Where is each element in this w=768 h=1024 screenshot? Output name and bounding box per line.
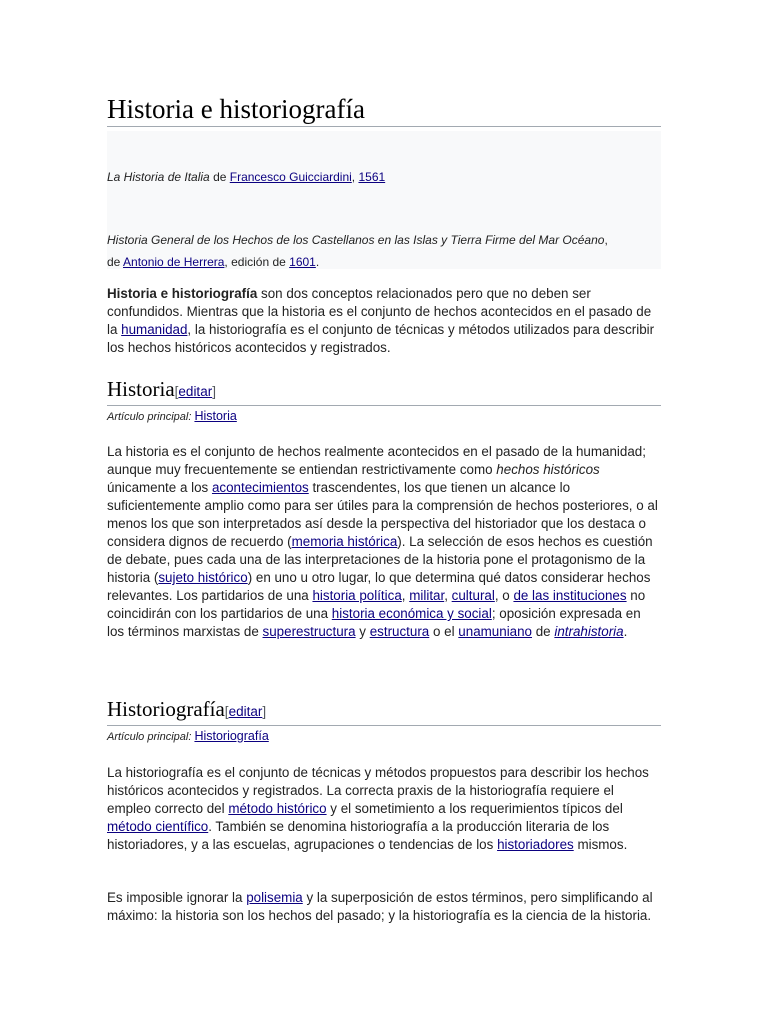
image-captions-box (107, 131, 661, 269)
historiografia-paragraph-1: La historiografía es el conjunto de técnicas y métodos propuestos para describir los hechos históricos acontecidos y registrados. La correcta praxis de la historiografía requiere el empleo correcto del método histórico y el sometimiento a los requerimientos típicos del método científico. También se denomina historiografía a la producción literaria de los historiadores, y a las escuelas, agrupaciones o tendencias de los historiadores mismos. (107, 765, 649, 852)
link-memoria-historica[interactable]: memoria histórica (291, 534, 398, 549)
caption-work-title: Historia General de los Hechos de los Castellanos en las Islas y Tierra Firme del Mar Océano (107, 233, 605, 247)
edit-link[interactable]: editar (228, 704, 263, 719)
historia-paragraph: La historia es el conjunto de hechos realmente acontecidos en el pasado de la humanidad; aunque muy frecuentemente se entiendan restrictivamente como hechos históricos únicamente a los acontecimientos trascendentes, los que tienen un alcance lo suficientemente amplio como para ser útiles para la comprensión de hechos posteriores, o al menos los que son interpretados así desde la perspectiva del historiador que los destaca o considera dignos de recuerdo (memoria histórica). La selección de esos hechos es cuestión de debate, pues cada una de las interpretaciones de la historia pone el protagonismo de la historia (sujeto histórico) en uno u otro lugar, lo que determina qué datos considerar hechos relevantes. Los partidarios de una historia política, militar, cultural, o de las instituciones no coincidirán con los partidarios de una historia económica y social; oposición expresada en los términos marxistas de superestructura y estructura o el unamuniano de intrahistoria. (107, 444, 658, 639)
caption-work-title: La Historia de Italia (107, 170, 210, 184)
link-cultural[interactable]: cultural (451, 588, 495, 603)
link-de-las-instituciones[interactable]: de las instituciones (513, 588, 627, 603)
section-heading-historia: Historia[editar] (107, 376, 661, 406)
caption-herrera: Historia General de los Hechos de los Castellanos en las Islas y Tierra Firme del Mar Océano, (107, 233, 608, 247)
link-metodo-historico[interactable]: método histórico (228, 801, 327, 816)
link-acontecimientos[interactable]: acontecimientos (211, 480, 309, 495)
link-historiadores[interactable]: historiadores (497, 837, 574, 852)
historiografia-paragraph-2: Es imposible ignorar la polisemia y la superposición de estos términos, pero simplificando al máximo: la historia son los hechos del pasado; y la historiografía es la ciencia de la historia. (107, 890, 653, 923)
link-sujeto-historico[interactable]: sujeto histórico (158, 570, 248, 585)
main-article-note: Artículo principal: Historiografía (107, 729, 269, 743)
link-1561[interactable]: 1561 (358, 170, 386, 184)
main-article-note: Artículo principal: Historia (107, 409, 237, 423)
intro-paragraph: Historia e historiografía son dos conceptos relacionados pero que no deben ser confundidos. Mientras que la historia es el conjunto de hechos acontecidos en el pasado de la humanidad, la historiografía es el conjunto de técnicas y métodos utilizados para describir los hechos históricos acontecidos y registrados. (107, 286, 655, 355)
link-historia-politica[interactable]: historia política (312, 588, 402, 603)
intro-bold-term: Historia e historiografía (107, 286, 258, 301)
link-antonio-de-herrera[interactable]: Antonio de Herrera (123, 255, 225, 269)
link-unamuniano[interactable]: unamuniano (458, 624, 533, 639)
link-main-article-historia[interactable]: Historia (194, 409, 237, 423)
link-polisemia[interactable]: polisemia (246, 890, 303, 905)
link-intrahistoria[interactable]: intrahistoria (554, 624, 624, 639)
section-heading-historiografia: Historiografía[editar] (107, 696, 661, 726)
link-main-article-historiografia[interactable]: Historiografía (194, 729, 269, 743)
link-superestructura[interactable]: superestructura (262, 624, 356, 639)
link-militar[interactable]: militar (409, 588, 445, 603)
page-title: Historia e historiografía (107, 92, 661, 127)
link-humanidad[interactable]: humanidad (121, 322, 188, 337)
edit-link[interactable]: editar (178, 384, 213, 399)
link-1601[interactable]: 1601 (289, 255, 316, 269)
link-francesco-guicciardini[interactable]: Francesco Guicciardini (229, 170, 352, 184)
caption-herrera-author: de Antonio de Herrera, edición de 1601. (107, 255, 320, 269)
edit-section-historia: [editar] (174, 384, 216, 399)
edit-section-historiografia: [editar] (224, 704, 267, 719)
link-estructura[interactable]: estructura (369, 624, 430, 639)
link-metodo-cientifico[interactable]: método científico (107, 819, 209, 834)
link-historia-economica-social[interactable]: historia económica y social (331, 606, 492, 621)
caption-guicciardini: La Historia de Italia de Francesco Guicciardini, 1561 (107, 170, 386, 184)
